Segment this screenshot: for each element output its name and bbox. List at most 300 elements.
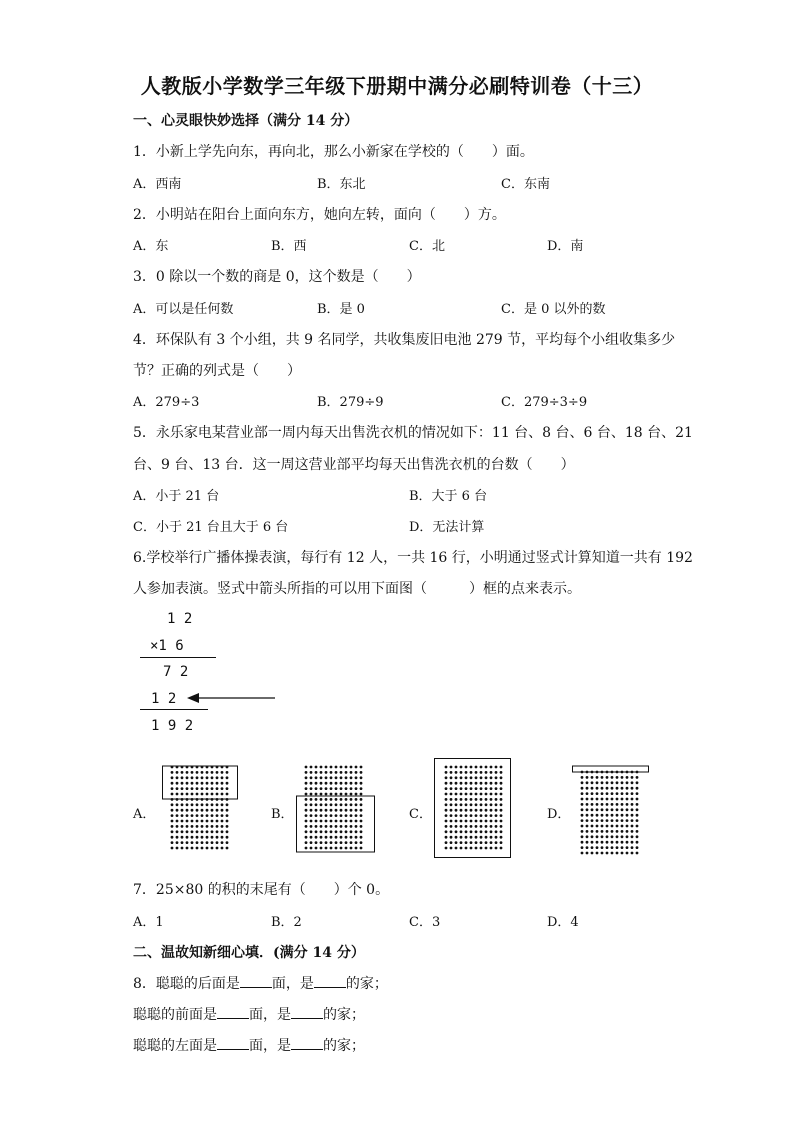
dot — [226, 776, 229, 779]
dot — [591, 819, 594, 822]
q8-line-1-suffix: 的家； — [345, 976, 388, 992]
dot — [226, 793, 229, 796]
dot — [196, 820, 199, 823]
dot — [475, 793, 478, 796]
dot — [490, 798, 493, 801]
dot — [631, 841, 634, 844]
dot — [581, 814, 584, 817]
dot — [340, 825, 343, 828]
dot — [201, 782, 204, 785]
dot — [340, 782, 343, 785]
dot — [186, 782, 189, 785]
dot — [460, 809, 463, 812]
q2-option-c[interactable]: C．北 — [409, 239, 445, 254]
dot — [320, 793, 323, 796]
dot — [490, 766, 493, 769]
q8-blank-1[interactable] — [240, 975, 272, 988]
dot — [360, 798, 363, 801]
dot — [355, 825, 358, 828]
dot — [211, 847, 214, 850]
question-2: 2．小明站在阳台上面向东方，她向左转，面向（ ）方。 — [133, 207, 506, 223]
dot-grid-b[interactable] — [296, 764, 378, 856]
dot — [340, 809, 343, 812]
dot — [345, 787, 348, 790]
dot — [355, 782, 358, 785]
dot — [591, 808, 594, 811]
arrow-left-icon — [187, 690, 277, 706]
dot — [601, 803, 604, 806]
dot — [606, 776, 609, 779]
dot — [601, 819, 604, 822]
dot — [626, 814, 629, 817]
q4-option-a[interactable]: A．279÷3 — [133, 395, 200, 410]
dot — [206, 836, 209, 839]
dot — [176, 776, 179, 779]
q2-option-b[interactable]: B．西 — [271, 239, 307, 254]
dot — [171, 803, 174, 806]
dot — [201, 836, 204, 839]
dot — [206, 787, 209, 790]
dot — [181, 841, 184, 844]
dot — [465, 814, 468, 817]
dot — [470, 776, 473, 779]
dot — [355, 766, 358, 769]
dot — [621, 787, 624, 790]
dot — [626, 819, 629, 822]
dot — [345, 830, 348, 833]
dot — [470, 814, 473, 817]
dot — [216, 847, 219, 850]
dot — [335, 787, 338, 790]
dot — [626, 808, 629, 811]
dot — [621, 814, 624, 817]
dot — [581, 792, 584, 795]
dot — [450, 809, 453, 812]
dot — [480, 782, 483, 785]
dot — [450, 787, 453, 790]
dot — [621, 792, 624, 795]
dot — [475, 814, 478, 817]
dot — [191, 836, 194, 839]
dot — [315, 809, 318, 812]
dot — [490, 787, 493, 790]
dot — [626, 803, 629, 806]
dot — [480, 787, 483, 790]
dot — [596, 852, 599, 855]
dot — [196, 841, 199, 844]
dot — [196, 814, 199, 817]
dot — [475, 798, 478, 801]
dot — [450, 782, 453, 785]
dot — [196, 782, 199, 785]
dot — [325, 782, 328, 785]
dot — [470, 798, 473, 801]
dot — [465, 836, 468, 839]
dot — [360, 836, 363, 839]
dot — [495, 825, 498, 828]
dot — [345, 820, 348, 823]
dot — [490, 847, 493, 850]
dot — [631, 787, 634, 790]
dot — [500, 841, 503, 844]
dot — [470, 830, 473, 833]
q8-line-2-prefix: 聪聪的前面是 — [133, 1007, 217, 1023]
dot — [315, 771, 318, 774]
dot — [581, 835, 584, 838]
dot — [495, 793, 498, 796]
dot — [636, 787, 639, 790]
dot — [221, 793, 224, 796]
dot — [606, 798, 609, 801]
q5-option-d[interactable]: D．无法计算 — [409, 520, 485, 535]
q4-option-b[interactable]: B．279÷9 — [317, 395, 384, 410]
dot — [181, 782, 184, 785]
dot — [226, 782, 229, 785]
dot — [455, 820, 458, 823]
dot — [216, 825, 219, 828]
dot — [211, 820, 214, 823]
dot — [350, 814, 353, 817]
dot — [325, 847, 328, 850]
q4-option-c[interactable]: C．279÷3÷9 — [501, 395, 588, 410]
q7-option-d[interactable]: D．4 — [547, 915, 579, 930]
dot — [355, 830, 358, 833]
dot — [315, 803, 318, 806]
q5-option-b[interactable]: B．大于 6 台 — [409, 489, 488, 504]
dot — [355, 847, 358, 850]
dot — [216, 793, 219, 796]
dot — [191, 830, 194, 833]
dot — [360, 793, 363, 796]
dot — [201, 814, 204, 817]
dot — [355, 798, 358, 801]
dot — [495, 820, 498, 823]
dot — [445, 803, 448, 806]
dot — [495, 771, 498, 774]
dot — [305, 820, 308, 823]
dot — [186, 825, 189, 828]
dot — [455, 847, 458, 850]
dot — [636, 841, 639, 844]
dot — [591, 814, 594, 817]
dot — [335, 841, 338, 844]
q8-blank-4[interactable] — [291, 1006, 323, 1019]
dot — [596, 808, 599, 811]
q5-option-a[interactable]: A．小于 21 台 — [133, 489, 220, 504]
question-5-line-1: 5．永乐家电某营业部一周内每天出售洗衣机的情况如下：11 台、8 台、6 台、18 台、21 — [133, 425, 693, 441]
q1-option-c[interactable]: C．东南 — [501, 177, 550, 192]
dot — [465, 847, 468, 850]
dot — [581, 781, 584, 784]
dot — [335, 771, 338, 774]
q1-option-b[interactable]: B．东北 — [317, 177, 366, 192]
dot — [350, 793, 353, 796]
dot — [340, 820, 343, 823]
dot — [181, 814, 184, 817]
dot — [186, 820, 189, 823]
dot — [201, 841, 204, 844]
question-5-line-2: 台、9 台、13 台．这一周这营业部平均每天出售洗衣机的台数（ ） — [133, 457, 575, 473]
dot — [305, 766, 308, 769]
dot — [206, 771, 209, 774]
dot — [616, 830, 619, 833]
dot — [196, 803, 199, 806]
dot — [591, 846, 594, 849]
dot — [226, 830, 229, 833]
dot — [601, 835, 604, 838]
dot — [325, 787, 328, 790]
dot — [211, 825, 214, 828]
dot — [631, 852, 634, 855]
q3-option-a[interactable]: A．可以是任何数 — [133, 302, 234, 317]
dot — [201, 776, 204, 779]
dot — [186, 793, 189, 796]
dot — [591, 787, 594, 790]
dot — [315, 766, 318, 769]
dot — [621, 803, 624, 806]
dot — [621, 819, 624, 822]
q2-option-d[interactable]: D．南 — [547, 239, 584, 254]
dot — [206, 841, 209, 844]
dot — [221, 771, 224, 774]
dot — [325, 776, 328, 779]
dot-grid-d[interactable] — [572, 764, 652, 856]
dot — [485, 766, 488, 769]
dot-grid-a[interactable] — [162, 764, 242, 856]
dot — [196, 776, 199, 779]
dot — [591, 781, 594, 784]
dot — [500, 847, 503, 850]
dot — [171, 847, 174, 850]
question-6-line-2: 人参加表演。竖式中箭头所指的可以用下面图（ ）框的点来表示。 — [133, 581, 581, 597]
dot — [171, 787, 174, 790]
dot — [305, 798, 308, 801]
dot — [335, 825, 338, 828]
question-4-line-1: 4．环保队有 3 个小组，共 9 名同学，共收集废旧电池 279 节，平均每个小组收集多少 — [133, 332, 676, 348]
dot — [330, 836, 333, 839]
dot — [596, 825, 599, 828]
dot — [216, 803, 219, 806]
dot — [495, 809, 498, 812]
dot — [470, 803, 473, 806]
dot — [465, 841, 468, 844]
dot — [596, 798, 599, 801]
dot — [335, 793, 338, 796]
q7-option-a[interactable]: A．1 — [133, 915, 164, 930]
dot — [310, 836, 313, 839]
dot — [226, 825, 229, 828]
dot — [176, 847, 179, 850]
dot — [500, 836, 503, 839]
q3-option-c[interactable]: C．是 0 以外的数 — [501, 302, 606, 317]
dot — [626, 852, 629, 855]
dot — [495, 830, 498, 833]
dot — [611, 819, 614, 822]
dot — [340, 803, 343, 806]
q8-line-1-middle: 面，是 — [271, 976, 314, 992]
dot — [631, 781, 634, 784]
dot — [325, 830, 328, 833]
dot — [480, 798, 483, 801]
dot — [226, 836, 229, 839]
dot — [206, 814, 209, 817]
dot — [460, 841, 463, 844]
dot — [480, 814, 483, 817]
dot — [176, 841, 179, 844]
dot — [460, 847, 463, 850]
dot — [206, 782, 209, 785]
q8-blank-5[interactable] — [217, 1037, 249, 1050]
dot — [495, 803, 498, 806]
dot-grid-c[interactable] — [434, 758, 514, 860]
dot — [360, 814, 363, 817]
dot — [631, 798, 634, 801]
dot — [495, 798, 498, 801]
dot — [315, 787, 318, 790]
dot — [596, 819, 599, 822]
dot — [480, 830, 483, 833]
dot — [315, 776, 318, 779]
dot — [631, 803, 634, 806]
dot — [470, 787, 473, 790]
q8-blank-3[interactable] — [217, 1006, 249, 1019]
dot — [626, 798, 629, 801]
q2-option-a[interactable]: A．东 — [133, 239, 169, 254]
dot — [500, 820, 503, 823]
dot — [181, 809, 184, 812]
dot — [601, 830, 604, 833]
dot — [601, 852, 604, 855]
dot — [315, 830, 318, 833]
dot — [611, 798, 614, 801]
dot — [581, 852, 584, 855]
q6-option-c[interactable]: C． — [409, 807, 432, 822]
dot — [581, 846, 584, 849]
dot — [490, 830, 493, 833]
dot — [216, 830, 219, 833]
q6-option-d[interactable]: D． — [547, 807, 571, 822]
dot — [495, 766, 498, 769]
dot — [211, 830, 214, 833]
dot — [631, 792, 634, 795]
dot — [606, 803, 609, 806]
dot — [191, 841, 194, 844]
dot — [310, 776, 313, 779]
dot — [191, 847, 194, 850]
dot — [320, 836, 323, 839]
q6-option-b[interactable]: B． — [271, 807, 294, 822]
dot — [636, 835, 639, 838]
dot — [305, 787, 308, 790]
dot — [586, 841, 589, 844]
dot — [586, 781, 589, 784]
q3-option-b[interactable]: B．是 0 — [317, 302, 365, 317]
dot — [606, 841, 609, 844]
dot — [465, 782, 468, 785]
q8-line-2-suffix: 的家； — [323, 1007, 365, 1023]
dot — [616, 835, 619, 838]
dot — [606, 852, 609, 855]
calc-multiplier: ×1 6 — [150, 638, 184, 654]
dot — [586, 830, 589, 833]
dot — [450, 766, 453, 769]
dot — [445, 841, 448, 844]
dot — [485, 798, 488, 801]
dot — [611, 814, 614, 817]
dot — [345, 814, 348, 817]
dot — [631, 819, 634, 822]
dot — [186, 841, 189, 844]
dot — [320, 820, 323, 823]
q7-option-b[interactable]: B．2 — [271, 915, 302, 930]
dot — [196, 847, 199, 850]
dot — [460, 836, 463, 839]
dot — [221, 814, 224, 817]
dot — [601, 808, 604, 811]
dot — [360, 766, 363, 769]
dot — [480, 771, 483, 774]
calc-rule-2 — [140, 709, 208, 710]
dot — [450, 798, 453, 801]
dot — [455, 830, 458, 833]
question-8-line-1 — [133, 973, 388, 993]
dot — [480, 820, 483, 823]
dot — [305, 836, 308, 839]
q6-option-a[interactable]: A． — [133, 807, 156, 822]
dot — [455, 793, 458, 796]
dot — [445, 847, 448, 850]
dot — [360, 830, 363, 833]
dot — [191, 809, 194, 812]
q1-option-a[interactable]: A．西南 — [133, 177, 182, 192]
dot — [591, 841, 594, 844]
dot — [450, 820, 453, 823]
dot — [186, 771, 189, 774]
dot — [485, 771, 488, 774]
question-8-line-2 — [133, 1004, 365, 1024]
dot — [611, 825, 614, 828]
dot — [631, 846, 634, 849]
dot — [211, 841, 214, 844]
dot — [176, 782, 179, 785]
dot — [355, 787, 358, 790]
q8-blank-2[interactable] — [314, 975, 346, 988]
dot — [596, 846, 599, 849]
dot — [460, 825, 463, 828]
dot — [360, 809, 363, 812]
dot — [216, 820, 219, 823]
dot — [611, 803, 614, 806]
dot — [586, 846, 589, 849]
dot — [611, 841, 614, 844]
q5-option-c[interactable]: C．小于 21 台且大于 6 台 — [133, 520, 289, 535]
dot — [216, 782, 219, 785]
dot — [355, 793, 358, 796]
dot — [480, 776, 483, 779]
dot — [586, 814, 589, 817]
q7-option-c[interactable]: C．3 — [409, 915, 441, 930]
dot — [315, 782, 318, 785]
q8-line-3-middle: 面，是 — [249, 1038, 291, 1054]
q8-blank-6[interactable] — [291, 1037, 323, 1050]
dot — [450, 793, 453, 796]
dot — [176, 836, 179, 839]
dot — [201, 771, 204, 774]
dot — [621, 830, 624, 833]
dot — [606, 781, 609, 784]
dot — [360, 776, 363, 779]
dot — [591, 825, 594, 828]
